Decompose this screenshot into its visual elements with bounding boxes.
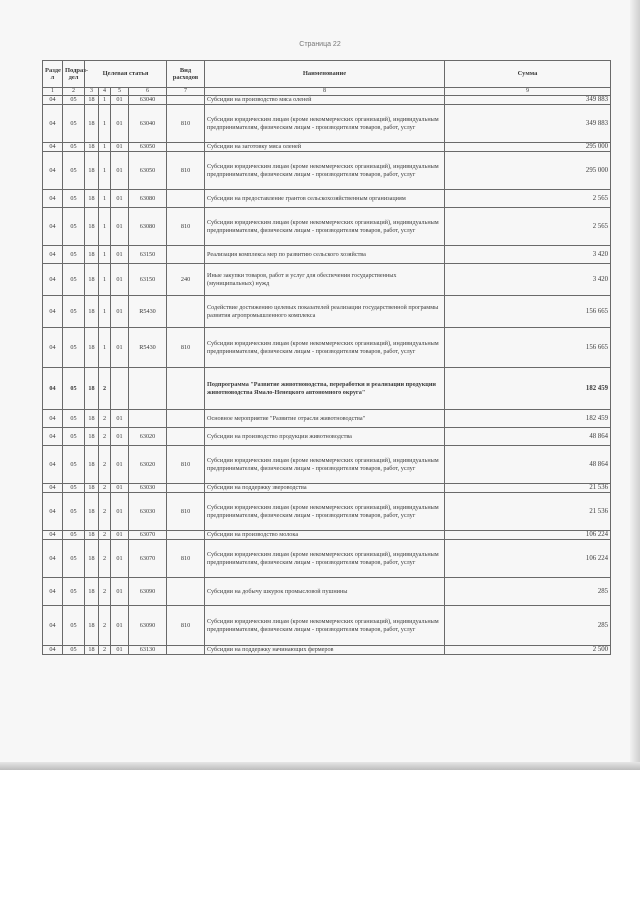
- podrazdel-cell: 05: [63, 208, 85, 246]
- event-code-cell: 01: [111, 143, 129, 152]
- subprogram-code-cell: 2: [99, 428, 111, 446]
- column-number: 8: [205, 88, 445, 96]
- razdel-cell: 04: [43, 606, 63, 646]
- column-number: 4: [99, 88, 111, 96]
- subprogram-code-cell: 1: [99, 246, 111, 264]
- subprogram-code-cell: 1: [99, 105, 111, 143]
- sum-cell: 2 565: [445, 208, 611, 246]
- expense-type-cell: [167, 646, 205, 655]
- podrazdel-cell: 05: [63, 531, 85, 540]
- podrazdel-cell: 05: [63, 484, 85, 493]
- direction-code-cell: 63030: [129, 484, 167, 493]
- table-row: [43, 540, 611, 578]
- direction-code-cell: [129, 368, 167, 410]
- table-row: [43, 208, 611, 246]
- podrazdel-cell: 05: [63, 152, 85, 190]
- sum-cell: 349 883: [445, 96, 611, 105]
- expense-type-cell: 810: [167, 493, 205, 531]
- sum-cell: 285: [445, 606, 611, 646]
- subprogram-code-cell: 2: [99, 493, 111, 531]
- program-code-cell: 18: [85, 105, 99, 143]
- podrazdel-cell: 05: [63, 190, 85, 208]
- name-cell: Субсидии юридическим лицам (кроме некоммерческих организаций), индивидуальным предпринимателям, физическим лицам - производителям товаров, работ, услуг: [205, 540, 445, 578]
- name-cell: Субсидии юридическим лицам (кроме некоммерческих организаций), индивидуальным предпринимателям, физическим лицам - производителям товаров, работ, услуг: [205, 493, 445, 531]
- podrazdel-cell: 05: [63, 296, 85, 328]
- program-code-cell: 18: [85, 190, 99, 208]
- program-code-cell: 18: [85, 428, 99, 446]
- program-code-cell: 18: [85, 246, 99, 264]
- table-row: [43, 296, 611, 328]
- podrazdel-cell: 05: [63, 493, 85, 531]
- program-code-cell: 18: [85, 368, 99, 410]
- expense-type-cell: [167, 578, 205, 606]
- direction-code-cell: [129, 410, 167, 428]
- expense-type-cell: 240: [167, 264, 205, 296]
- table-row: [43, 428, 611, 446]
- name-cell: Субсидии юридическим лицам (кроме некоммерческих организаций), индивидуальным предпринимателям, физическим лицам - производителям товаров, работ, услуг: [205, 105, 445, 143]
- subprogram-code-cell: 2: [99, 578, 111, 606]
- sum-cell: 156 665: [445, 328, 611, 368]
- expense-type-cell: 810: [167, 152, 205, 190]
- sum-cell: 285: [445, 578, 611, 606]
- podrazdel-cell: 05: [63, 646, 85, 655]
- table-row: [43, 264, 611, 296]
- event-code-cell: 01: [111, 296, 129, 328]
- event-code-cell: 01: [111, 540, 129, 578]
- direction-code-cell: 63040: [129, 105, 167, 143]
- subprogram-code-cell: 2: [99, 410, 111, 428]
- sum-cell: 156 665: [445, 296, 611, 328]
- razdel-cell: 04: [43, 246, 63, 264]
- subprogram-code-cell: 2: [99, 531, 111, 540]
- name-cell: Субсидии юридическим лицам (кроме некоммерческих организаций), индивидуальным предпринимателям, физическим лицам - производителям товаров, работ, услуг: [205, 446, 445, 484]
- sum-cell: 295 000: [445, 152, 611, 190]
- name-cell: Субсидии на поддержку звероводства: [205, 484, 445, 493]
- podrazdel-cell: 05: [63, 446, 85, 484]
- direction-code-cell: 63150: [129, 246, 167, 264]
- podrazdel-cell: 05: [63, 540, 85, 578]
- event-code-cell: 01: [111, 264, 129, 296]
- program-code-cell: 18: [85, 208, 99, 246]
- table-row: [43, 96, 611, 105]
- name-cell: Субсидии юридическим лицам (кроме некоммерческих организаций), индивидуальным предпринимателям, физическим лицам - производителям товаров, работ, услуг: [205, 328, 445, 368]
- table-body: [43, 96, 611, 655]
- sum-cell: 182 459: [445, 368, 611, 410]
- program-code-cell: 18: [85, 143, 99, 152]
- sum-cell: 48 864: [445, 446, 611, 484]
- expense-type-cell: [167, 296, 205, 328]
- subprogram-code-cell: 2: [99, 484, 111, 493]
- subprogram-code-cell: 2: [99, 606, 111, 646]
- event-code-cell: 01: [111, 484, 129, 493]
- podrazdel-cell: 05: [63, 410, 85, 428]
- header-celevaya-statya: Целевая статья: [85, 61, 167, 88]
- subprogram-code-cell: 1: [99, 328, 111, 368]
- name-cell: Реализация комплекса мер по развитию сельского хозяйства: [205, 246, 445, 264]
- razdel-cell: 04: [43, 540, 63, 578]
- name-cell: Основное мероприятие "Развитие отрасли животноводства": [205, 410, 445, 428]
- table-row: [43, 578, 611, 606]
- event-code-cell: 01: [111, 190, 129, 208]
- name-cell: Субсидии юридическим лицам (кроме некоммерческих организаций), индивидуальным предпринимателям, физическим лицам - производителям товаров, работ, услуг: [205, 208, 445, 246]
- direction-code-cell: R5430: [129, 296, 167, 328]
- name-cell: Содействие достижению целевых показателей реализации государственной программы развития агропромышленного комплекса: [205, 296, 445, 328]
- sum-cell: 295 000: [445, 143, 611, 152]
- program-code-cell: 18: [85, 540, 99, 578]
- subprogram-code-cell: 1: [99, 296, 111, 328]
- razdel-cell: 04: [43, 143, 63, 152]
- name-cell: Подпрограмма "Развитие животноводства, переработки и реализации продукции животноводства Ямало-Ненецкого автономного округа": [205, 368, 445, 410]
- direction-code-cell: 63030: [129, 493, 167, 531]
- direction-code-cell: 63090: [129, 606, 167, 646]
- name-cell: Субсидии на производство молока: [205, 531, 445, 540]
- razdel-cell: 04: [43, 428, 63, 446]
- program-code-cell: 18: [85, 578, 99, 606]
- sum-cell: 106 224: [445, 540, 611, 578]
- column-number: 1: [43, 88, 63, 96]
- razdel-cell: 04: [43, 446, 63, 484]
- header-podrazdel: Подраз- дел: [63, 61, 85, 88]
- scan-edge-shadow: [630, 0, 640, 770]
- column-number: 9: [445, 88, 611, 96]
- table-row: [43, 646, 611, 655]
- header-summa: Сумма: [445, 61, 611, 88]
- expense-type-cell: [167, 143, 205, 152]
- subprogram-code-cell: 2: [99, 446, 111, 484]
- program-code-cell: 18: [85, 606, 99, 646]
- table-row: [43, 606, 611, 646]
- column-number: 2: [63, 88, 85, 96]
- podrazdel-cell: 05: [63, 328, 85, 368]
- column-number: 7: [167, 88, 205, 96]
- name-cell: Субсидии на заготовку мяса оленей: [205, 143, 445, 152]
- program-code-cell: 18: [85, 410, 99, 428]
- razdel-cell: 04: [43, 296, 63, 328]
- event-code-cell: 01: [111, 531, 129, 540]
- expense-type-cell: [167, 410, 205, 428]
- podrazdel-cell: 05: [63, 368, 85, 410]
- subprogram-code-cell: 1: [99, 264, 111, 296]
- program-code-cell: 18: [85, 152, 99, 190]
- table-row: [43, 143, 611, 152]
- razdel-cell: 04: [43, 484, 63, 493]
- expense-type-cell: [167, 190, 205, 208]
- direction-code-cell: 63020: [129, 446, 167, 484]
- expense-type-cell: 810: [167, 208, 205, 246]
- razdel-cell: 04: [43, 531, 63, 540]
- event-code-cell: 01: [111, 152, 129, 190]
- name-cell: Субсидии на предоставление грантов сельскохозяйственным организациям: [205, 190, 445, 208]
- razdel-cell: 04: [43, 105, 63, 143]
- subprogram-code-cell: 2: [99, 540, 111, 578]
- subprogram-code-cell: 1: [99, 152, 111, 190]
- direction-code-cell: 63050: [129, 152, 167, 190]
- sum-cell: 3 420: [445, 264, 611, 296]
- subprogram-code-cell: 2: [99, 646, 111, 655]
- name-cell: Субсидии на производство продукции животноводства: [205, 428, 445, 446]
- sum-cell: 21 536: [445, 493, 611, 531]
- subprogram-code-cell: 1: [99, 208, 111, 246]
- sum-cell: 48 864: [445, 428, 611, 446]
- name-cell: Субсидии на добычу шкурок промысловой пушнины: [205, 578, 445, 606]
- program-code-cell: 18: [85, 96, 99, 105]
- podrazdel-cell: 05: [63, 264, 85, 296]
- podrazdel-cell: 05: [63, 578, 85, 606]
- name-cell: Субсидии на поддержку начинающих фермеров: [205, 646, 445, 655]
- subprogram-code-cell: 1: [99, 96, 111, 105]
- table-row: [43, 446, 611, 484]
- header-vid-rashodov: Вид расходов: [167, 61, 205, 88]
- expense-type-cell: 810: [167, 105, 205, 143]
- razdel-cell: 04: [43, 646, 63, 655]
- event-code-cell: 01: [111, 328, 129, 368]
- direction-code-cell: 63080: [129, 208, 167, 246]
- column-number-row: [43, 88, 611, 96]
- expense-type-cell: 810: [167, 328, 205, 368]
- expense-type-cell: 810: [167, 446, 205, 484]
- expense-type-cell: [167, 484, 205, 493]
- program-code-cell: 18: [85, 264, 99, 296]
- subprogram-code-cell: 2: [99, 368, 111, 410]
- event-code-cell: 01: [111, 493, 129, 531]
- podrazdel-cell: 05: [63, 105, 85, 143]
- direction-code-cell: 63070: [129, 540, 167, 578]
- table-row: [43, 152, 611, 190]
- column-number: 5: [111, 88, 129, 96]
- table-header-row: [43, 61, 611, 88]
- razdel-cell: 04: [43, 190, 63, 208]
- event-code-cell: 01: [111, 446, 129, 484]
- razdel-cell: 04: [43, 578, 63, 606]
- event-code-cell: 01: [111, 246, 129, 264]
- column-number: 3: [85, 88, 99, 96]
- page-number: Страница 22: [299, 41, 341, 48]
- podrazdel-cell: 05: [63, 246, 85, 264]
- direction-code-cell: R5430: [129, 328, 167, 368]
- table-row: [43, 190, 611, 208]
- table-row: [43, 493, 611, 531]
- header-naimenovanie: Наименование: [205, 61, 445, 88]
- expense-type-cell: [167, 96, 205, 105]
- name-cell: Иные закупки товаров, работ и услуг для обеспечения государственных (муниципальных) нужд: [205, 264, 445, 296]
- razdel-cell: 04: [43, 328, 63, 368]
- scan-bottom-shadow: [0, 762, 640, 770]
- expense-type-cell: 810: [167, 540, 205, 578]
- name-cell: Субсидии на производство мяса оленей: [205, 96, 445, 105]
- budget-table: [42, 60, 611, 655]
- razdel-cell: 04: [43, 493, 63, 531]
- razdel-cell: 04: [43, 208, 63, 246]
- program-code-cell: 18: [85, 296, 99, 328]
- program-code-cell: 18: [85, 328, 99, 368]
- header-razdel: Разде л: [43, 61, 63, 88]
- direction-code-cell: 63020: [129, 428, 167, 446]
- event-code-cell: [111, 368, 129, 410]
- table-row: [43, 368, 611, 410]
- event-code-cell: 01: [111, 578, 129, 606]
- program-code-cell: 18: [85, 446, 99, 484]
- direction-code-cell: 63040: [129, 96, 167, 105]
- sum-cell: 3 420: [445, 246, 611, 264]
- sum-cell: 21 536: [445, 484, 611, 493]
- program-code-cell: 18: [85, 484, 99, 493]
- subprogram-code-cell: 1: [99, 190, 111, 208]
- sum-cell: 349 883: [445, 105, 611, 143]
- name-cell: Субсидии юридическим лицам (кроме некоммерческих организаций), индивидуальным предпринимателям, физическим лицам - производителям товаров, работ, услуг: [205, 606, 445, 646]
- table-row: [43, 246, 611, 264]
- sum-cell: 2 500: [445, 646, 611, 655]
- expense-type-cell: [167, 531, 205, 540]
- name-cell: Субсидии юридическим лицам (кроме некоммерческих организаций), индивидуальным предпринимателям, физическим лицам - производителям товаров, работ, услуг: [205, 152, 445, 190]
- expense-type-cell: 810: [167, 606, 205, 646]
- table-row: [43, 328, 611, 368]
- sum-cell: 2 565: [445, 190, 611, 208]
- column-number: 6: [129, 88, 167, 96]
- podrazdel-cell: 05: [63, 143, 85, 152]
- event-code-cell: 01: [111, 428, 129, 446]
- direction-code-cell: 63090: [129, 578, 167, 606]
- sum-cell: 182 459: [445, 410, 611, 428]
- direction-code-cell: 63130: [129, 646, 167, 655]
- razdel-cell: 04: [43, 368, 63, 410]
- sum-cell: 106 224: [445, 531, 611, 540]
- podrazdel-cell: 05: [63, 96, 85, 105]
- program-code-cell: 18: [85, 646, 99, 655]
- table-row: [43, 410, 611, 428]
- event-code-cell: 01: [111, 646, 129, 655]
- direction-code-cell: 63050: [129, 143, 167, 152]
- event-code-cell: 01: [111, 208, 129, 246]
- program-code-cell: 18: [85, 531, 99, 540]
- podrazdel-cell: 05: [63, 606, 85, 646]
- program-code-cell: 18: [85, 493, 99, 531]
- subprogram-code-cell: 1: [99, 143, 111, 152]
- expense-type-cell: [167, 246, 205, 264]
- direction-code-cell: 63070: [129, 531, 167, 540]
- event-code-cell: 01: [111, 96, 129, 105]
- razdel-cell: 04: [43, 264, 63, 296]
- direction-code-cell: 63080: [129, 190, 167, 208]
- razdel-cell: 04: [43, 152, 63, 190]
- expense-type-cell: [167, 368, 205, 410]
- razdel-cell: 04: [43, 96, 63, 105]
- event-code-cell: 01: [111, 606, 129, 646]
- table-row: [43, 105, 611, 143]
- expense-type-cell: [167, 428, 205, 446]
- event-code-cell: 01: [111, 410, 129, 428]
- table-row: [43, 531, 611, 540]
- direction-code-cell: 63150: [129, 264, 167, 296]
- podrazdel-cell: 05: [63, 428, 85, 446]
- event-code-cell: 01: [111, 105, 129, 143]
- razdel-cell: 04: [43, 410, 63, 428]
- table-row: [43, 484, 611, 493]
